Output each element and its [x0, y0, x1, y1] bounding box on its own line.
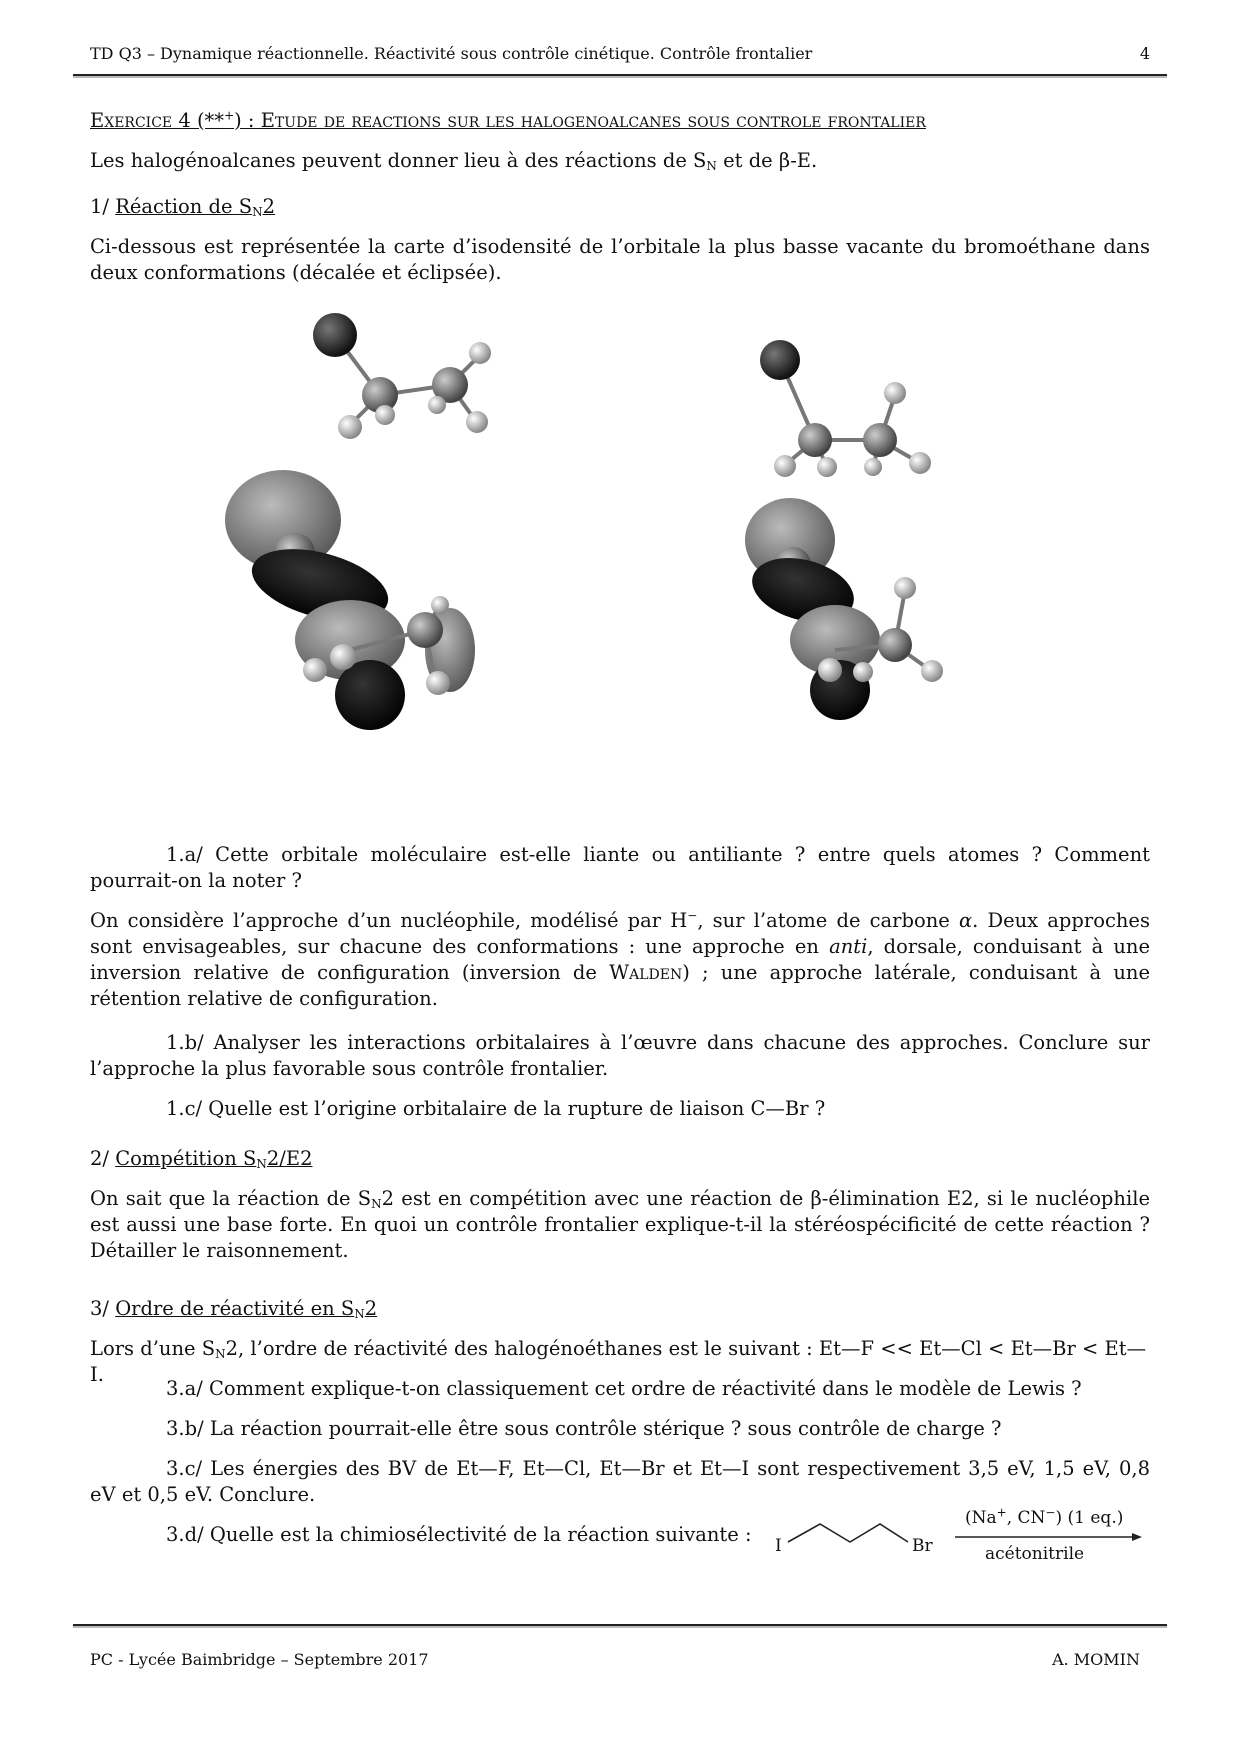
- header-rule: [73, 74, 1167, 76]
- lumo-eclipsed-figure: [745, 325, 1015, 805]
- footer-author: A. MOMIN: [1052, 1650, 1140, 1669]
- reaction-conditions: (Na+, CN−) (1 eq.): [965, 1505, 1124, 1528]
- question-1a: 1.a/ Cette orbitale moléculaire est-elle liante ou antiliante ? entre quels atomes ? Comment pourrait-on la noter ?: [90, 843, 1150, 892]
- question-1c: 1.c/ Quelle est l’origine orbitalaire de la rupture de liaison C—Br ?: [166, 1097, 826, 1120]
- part1-heading: 1/ Réaction de $S_N2$: [90, 195, 276, 219]
- reaction-solvent: acétonitrile: [985, 1544, 1085, 1564]
- question-3a: 3.a/ Comment explique-t-on classiquement cet ordre de réactivité dans le modèle de Lewis ?: [166, 1377, 1082, 1400]
- lumo-staggered-figure: [225, 305, 525, 805]
- part2-heading: 2/ Compétition $S_N2/E2$: [90, 1147, 313, 1171]
- footer-rule: [73, 1624, 1167, 1626]
- question-3d: 3.d/ Quelle est la chimiosélectivité de la réaction suivante :: [166, 1523, 752, 1546]
- page-footer: [90, 1650, 1150, 1669]
- part3-heading: 3/ Ordre de réactivité en $S_N2$: [90, 1297, 378, 1321]
- exercise-intro: Les halogénoalcanes peuvent donner lieu à des réactions de $S_N$ et de β-E.: [90, 149, 818, 173]
- page-number: 4: [1139, 44, 1150, 63]
- iodine-label: I: [775, 1536, 782, 1556]
- bromine-label: Br: [912, 1536, 933, 1556]
- header-title: TD Q3 – Dynamique réactionnelle. Réactivité sous contrôle cinétique. Contrôle frontalier: [90, 44, 813, 63]
- part3-text: Lors d’une $S_N2$, l’ordre de réactivité des halogénoéthanes est le suivant : Et—F << Et—Cl < Et—Br < Et—I.: [90, 1337, 1147, 1386]
- question-1b: 1.b/ Analyser les interactions orbitalaires à l’œuvre dans chacune des approches. Conclure sur l’approche la plus favorable sous contrôle frontalier.: [90, 1031, 1150, 1080]
- part1-approach: On considère l’approche d’un nucléophile, modélisé par H−, sur l’atome de carbone α. Deux approches sont envisageables, sur chacune des conformations : une approche en anti, dorsale, conduisant à une inversion relative de configuration (inversion de Walden) ; une approche latérale, conduisant à une rétention relative de configuration.: [90, 908, 1150, 1010]
- part2-text: On sait que la réaction de $S_N2$ est en compétition avec une réaction de β-élimination E2, si le nucléophile est aussi une base forte. En quoi un contrôle frontalier explique-t-il la stéréospécificité de cette réaction ? Détailler le raisonnement.: [90, 1187, 1150, 1262]
- reaction-scheme: [760, 1488, 1160, 1564]
- page-header: [90, 44, 1150, 63]
- question-3c: 3.c/ Les énergies des BV de Et—F, Et—Cl, Et—Br et Et—I sont respectivement 3,5 eV, 1,5 eV, 0,8 eV et 0,5 eV. Conclure.: [90, 1457, 1150, 1506]
- part1-text: Ci-dessous est représentée la carte d’isodensité de l’orbitale la plus basse vacante du bromoéthane dans deux conformations (décalée et éclipsée).: [90, 235, 1150, 284]
- footer-left: PC - Lycée Baimbridge – Septembre 2017: [90, 1650, 429, 1669]
- exercise-title: Exercice 4 (**+) : Etude de reactions sur les halogenoalcanes sous controle frontalier: [90, 108, 926, 132]
- question-3b: 3.b/ La réaction pourrait-elle être sous contrôle stérique ? sous contrôle de charge ?: [166, 1417, 1002, 1440]
